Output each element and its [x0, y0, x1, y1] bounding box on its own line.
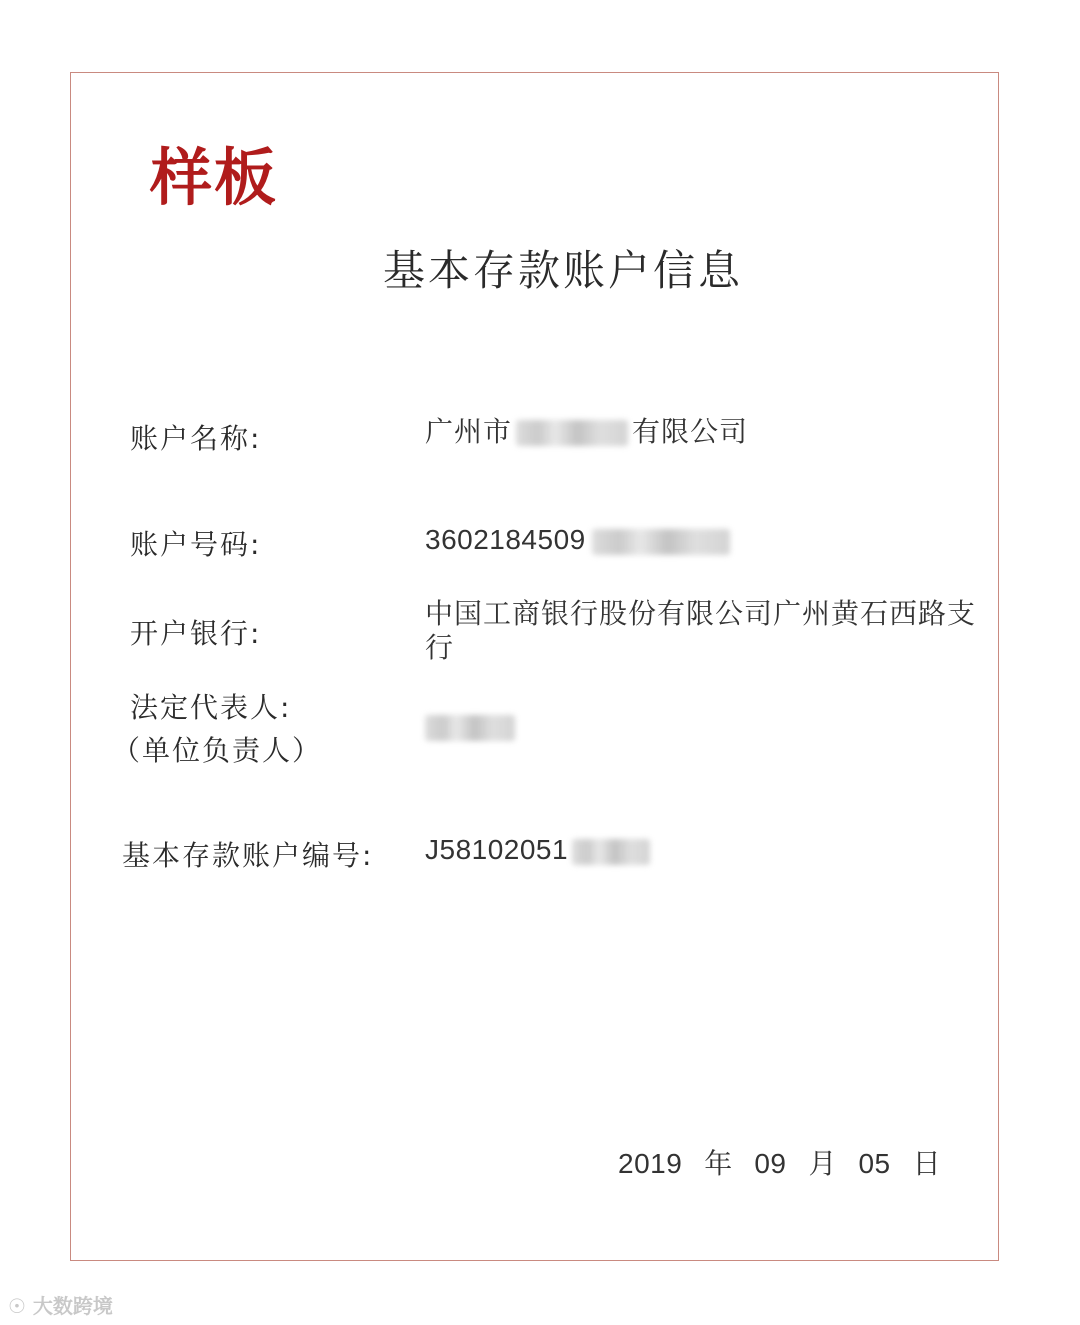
bank-line-2: 行 — [425, 631, 455, 664]
redacted-block — [572, 839, 650, 865]
watermark-icon: ☉ — [8, 1294, 26, 1318]
date-month-unit: 月 — [808, 1147, 837, 1180]
account-name-prefix: 广州市 — [425, 415, 513, 448]
account-number-label: 账户号码: — [130, 528, 262, 561]
document-title: 基本存款账户信息 — [383, 246, 744, 295]
date-year: 2019 — [618, 1148, 683, 1179]
basic-account-no-text: J58102051 — [425, 834, 569, 865]
bank-line-1: 中国工商银行股份有限公司广州黄石西路支 — [425, 597, 977, 630]
account-name-label: 账户名称: — [130, 422, 262, 455]
basic-account-no-label: 基本存款账户编号: — [122, 839, 374, 872]
redacted-block — [516, 420, 628, 446]
legal-rep-value — [425, 710, 515, 743]
redacted-block — [592, 529, 730, 555]
account-name-value — [425, 410, 748, 450]
legal-rep-label-line1: 法定代表人: — [130, 691, 292, 724]
bank-value — [425, 597, 976, 665]
date-day: 05 — [858, 1148, 891, 1179]
date-month: 09 — [754, 1148, 787, 1179]
redacted-block — [425, 715, 515, 741]
basic-account-no-value — [425, 834, 650, 866]
source-watermark — [8, 1290, 113, 1319]
issue-date — [618, 1142, 963, 1182]
legal-rep-label-line2: （单位负责人） — [112, 734, 323, 767]
date-year-unit: 年 — [704, 1147, 733, 1180]
watermark-text: 大数跨境 — [32, 1294, 113, 1318]
account-name-suffix: 有限公司 — [632, 415, 749, 448]
date-day-unit: 日 — [912, 1147, 941, 1180]
account-number-text: 3602184509 — [425, 524, 586, 555]
account-number-value — [425, 524, 730, 556]
sample-stamp: 样板 — [150, 141, 279, 214]
bank-label: 开户银行: — [130, 617, 262, 650]
